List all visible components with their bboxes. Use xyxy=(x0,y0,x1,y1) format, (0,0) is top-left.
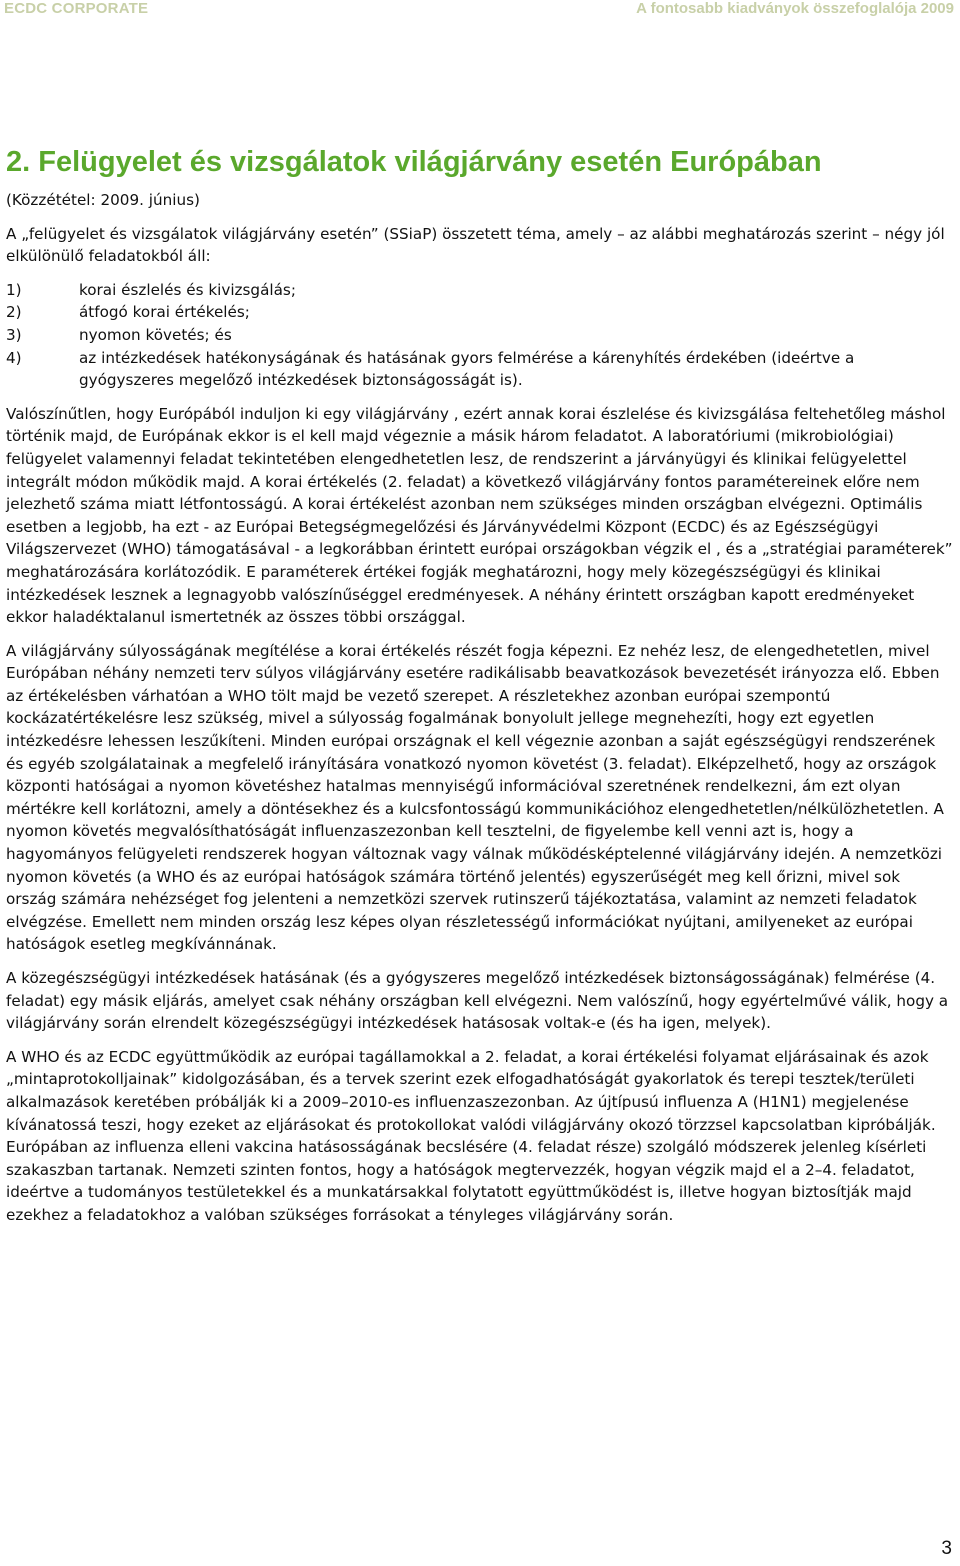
intro-paragraph: A „felügyelet és vizsgálatok világjárvány esetén” (SSiaP) összetett téma, amely – az alábbi meghatározás szerint – négy jól elkülönülő feladatokból áll: xyxy=(6,224,945,266)
body-paragraph: A közegészségügyi intézkedések hatásának (és a gyógyszeres megelőző intézkedések biztonságosságának) felmérése (4. feladat) egy másik eljárás, amelyet csak néhány országban kell elvégezni. Nem valószínű, hogy egyértelművé válik, hogy a világjárvány során elrendelt közegészségügyi intézkedések hatásosak voltak-e (és ha igen, melyek). xyxy=(6,969,949,1033)
list-item-number: 3) xyxy=(6,325,22,344)
list-item-number: 1) xyxy=(6,280,22,299)
list-item-number: 4) xyxy=(6,348,22,367)
body-paragraph: A WHO és az ECDC együttműködik az európai tagállamokkal a 2. feladat, a korai értékelési folyamat eljárásainak és azok „mintaprotokolljainak” kidolgozásában, és a tervek szerint ezek elfogadhatóságát gyakorlatok és terepi tesztek/területi alkalmazások keretében próbálják ki a 2009–2010-es influenzaszezonban. Az újtípusú influenza A (H1N1) megjelenése kívánatossá teszi, hogy ezeket az eljárásokat és protokollokat valódi világjárvány okozó törzzsel kapcsolatban kipróbálják. Európában az influenza elleni vakcina hatásosságának becslésére (4. feladat része) szolgáló módszerek jelenleg kísérleti szakaszban tartanak. Nemzeti szinten fontos, hogy a hatóságok megtervezzék, hogyan végzik majd el a 2–4. feladatot, ideértve a tudományos testületekkel és a munkatársakkal folytatott együttműködést is, illetve hogyan biztosítják majd ezekhez a feladatokhoz a valóban szükséges forrásokat a tényleges világjárvány során. xyxy=(6,1047,936,1224)
list-item-text: korai észlelés és kivizsgálás; xyxy=(79,280,296,299)
list-item xyxy=(6,279,954,302)
list-item xyxy=(6,301,954,324)
list-item xyxy=(6,324,954,347)
list-item xyxy=(6,347,954,392)
section-title: 2. Felügyelet és vizsgálatok világjárvány esetén Európában xyxy=(6,146,822,178)
body-paragraph: Valószínűtlen, hogy Európából induljon ki egy világjárvány , ezért annak korai észlelése és kivizsgálása feltehetőleg máshol történik majd, de Európának ekkor is el kell majd végeznie a másik három feladatot. A laboratóriumi (mikrobiológiai) felügyelet valamennyi feladat tekintetében elengedhetetlen lesz, de rendszerint a járványügyi és klinikai felügyelettel integrált módon működik majd. A korai értékelés (2. feladat) a következő világjárvány fontos paramétereinek előre nem jelezhető száma miatt létfontosságú. A korai értékelést azonban nem szükséges minden országban elvégezni. Optimális esetben a legjobb, ha ezt - az Európai Betegségmegelőzési és Járványvédelmi Központ (ECDC) és az Egészségügyi Világszervezet (WHO) támogatásával - a legkorábban érintett európai országokban végzik el , és a „stratégiai paraméterek” meghatározására korlátozódik. E paraméterek értékei fogják meghatározni, hogy mely közegészségügyi és klinikai intézkedések lesznek a legnagyobb valószínűséggel eredményesek. A néhány érintett országban kapott eredményeket ekkor haladéktalanul ismertetnék az összes többi országgal. xyxy=(6,404,953,627)
header-corporate-label: ECDC CORPORATE xyxy=(4,0,149,17)
task-list xyxy=(6,279,954,392)
list-item-text: átfogó korai értékelés; xyxy=(79,303,250,322)
page-number: 3 xyxy=(941,1538,952,1559)
section-body xyxy=(6,189,954,1238)
list-item-number: 2) xyxy=(6,303,22,322)
publication-date: (Közzététel: 2009. június) xyxy=(6,191,200,209)
list-item-text: nyomon követés; és xyxy=(79,325,232,344)
header-publication-title: A fontosabb kiadványok összefoglalója 2009 xyxy=(636,0,954,17)
body-paragraph: A világjárvány súlyosságának megítélése a korai értékelés részét fogja képezni. Ez nehéz lesz, de elengedhetetlen, mivel Európában néhány nemzeti terv súlyos világjárvány esetére radikálisabb beavatkozások bevezetését irányozza elő. Ebben az értékelésben várhatóan a WHO tölt majd be vezető szerepet. A részletekhez azonban európai szempontú kockázatértékelésre lesz szükség, mivel a súlyosság fogalmának bonyolult jellege megnehezíti, hogy ezt egyetlen intézkedésre lehessen leszűkíteni. Minden európai országnak el kell végeznie azonban a saját egészségügyi rendszerének és egyéb szolgálatainak a megfelelő irányítására vonatkozó nyomon követést (3. feladat). Elképzelhető, hogy az országok központi hatóságai a nyomon követéshez hatalmas mennyiségű információval szeretnének rendelkezni, ám ezt olyan mértékre kell korlátozni, amely a döntésekhez és a kulcsfontosságú kommunikációhoz elengedhetetlen/nélkülözhetetlen. A nyomon követés megvalósíthatóságát influenzaszezonban kell tesztelni, de figyelembe kell venni azt is, hogy a hagyományos felügyeleti rendszerek hogyan változnak vagy válnak működésképtelenné világjárvány idején. A nemzetközi nyomon követés (a WHO és az európai hatóságok számára történő jelentés) egyszerűségét meg kell őrizni, mivel sok ország számára nehézséget fog jelenteni a nemzetközi szervek rutinszerű tájékoztatása, valamint az nemzeti feladatok elvégzése. Emellett nem minden ország lesz képes olyan részletességű információkat nyújtani, amilyeneket az európai hatóságok esetleg megkívánnának. xyxy=(6,641,944,954)
list-item-text: az intézkedések hatékonyságának és hatásának gyors felmérése a kárenyhítés érdekében (ideértve a gyógyszeres megelőző intézkedések biztonságosságát is). xyxy=(79,348,855,390)
